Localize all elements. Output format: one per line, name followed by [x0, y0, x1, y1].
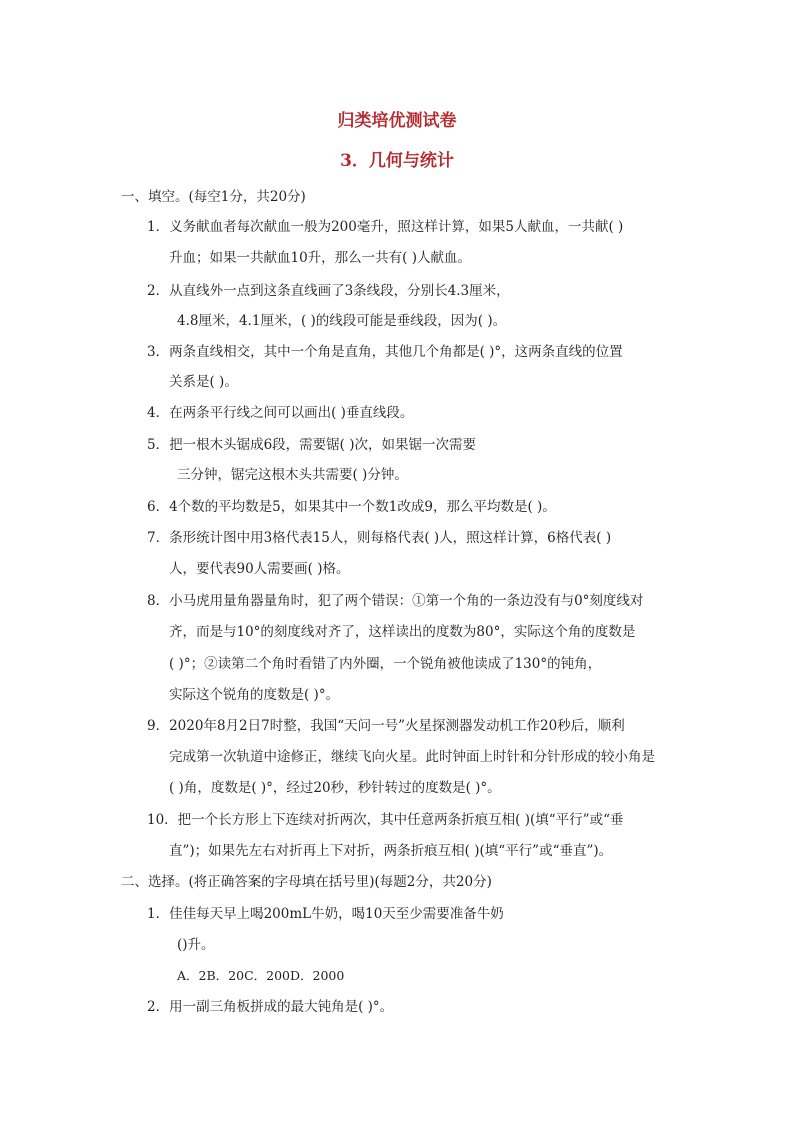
document-title: 归类培优测试卷 [337, 111, 457, 131]
q9-line-2: 完成第一次轨道中途修正，继续飞向火星。此时钟面上时针和分针形成的较小角是 [169, 749, 655, 765]
q9-line-3: ( )角，度数是( )°，经过20秒，秒针转过的度数是( )°。 [169, 780, 501, 796]
q5-line-2: 三分钟，锯完这根木头共需要( )分钟。 [177, 467, 408, 483]
s2-q1-line-1: 1．佳佳每天早上喝200mL牛奶，喝10天至少需要准备牛奶 [147, 906, 504, 922]
q2-line-2: 4.8厘米，4.1厘米，( )的线段可能是垂线段，因为( )。 [177, 313, 507, 329]
s2-q1-options: A．2B．20C．200D．2000 [177, 968, 345, 983]
q1-line-2: 升血；如果一共献血10升，那么一共有( )人献血。 [169, 250, 472, 266]
q8-line-1: 8．小马虎用量角器量角时，犯了两个错误：①第一个角的一条边没有与0°刻度线对 [147, 593, 644, 609]
q10-line-2: 直”)；如果先左右对折再上下对折，两条折痕互相( )(填“平行”或“垂直”)。 [169, 843, 613, 859]
s2-q1-line-2: ()升。 [177, 937, 215, 953]
q3-line-2: 关系是( )。 [169, 374, 238, 390]
q5-line-1: 5．把一根木头锯成6段，需要锯( )次，如果锯一次需要 [147, 437, 477, 453]
q4-line-1: 4．在两条平行线之间可以画出( )垂直线段。 [147, 405, 414, 421]
section-2-heading: 二、选择。(将正确答案的字母填在括号里)(每题2分，共20分) [121, 874, 492, 890]
q1-line-1: 1．义务献血者每次献血一般为200毫升，照这样计算，如果5人献血，一共献( ) [147, 219, 624, 235]
q10-line-1: 10．把一个长方形上下连续对折两次，其中任意两条折痕互相( )(填“平行”或“垂 [147, 812, 624, 828]
q9-line-1: 9．2020年8月2日7时整，我国“天问一号”火星探测器发动机工作20秒后，顺利 [147, 718, 625, 734]
q7-line-1: 7．条形统计图中用3格代表15人，则每格代表( )人，照这样计算，6格代表( ) [147, 530, 612, 546]
q3-line-1: 3．两条直线相交，其中一个角是直角，其他几个角都是( )°，这两条直线的位置 [147, 344, 623, 360]
s2-q2-line-1: 2．用一副三角板拼成的最大钝角是( )°。 [147, 999, 394, 1015]
q8-line-2: 齐，而是与10°的刻度线对齐了，这样读出的度数为80°，实际这个角的度数是 [169, 624, 636, 640]
section-1-heading: 一、填空。(每空1分，共20分) [121, 189, 306, 205]
document-subtitle: 3．几何与统计 [340, 151, 454, 171]
q6-line-1: 6．4个数的平均数是5，如果其中一个数1改成9，那么平均数是( )。 [147, 499, 556, 515]
q7-line-2: 人，要代表90人需要画( )格。 [169, 561, 350, 577]
q8-line-3: ( )°；②读第二个角时看错了内外圈，一个锐角被他读成了130°的钝角， [169, 656, 602, 672]
q2-line-1: 2．从直线外一点到这条直线画了3条线段，分别长4.3厘米， [147, 283, 510, 299]
q8-line-4: 实际这个锐角的度数是( )°。 [169, 687, 340, 703]
